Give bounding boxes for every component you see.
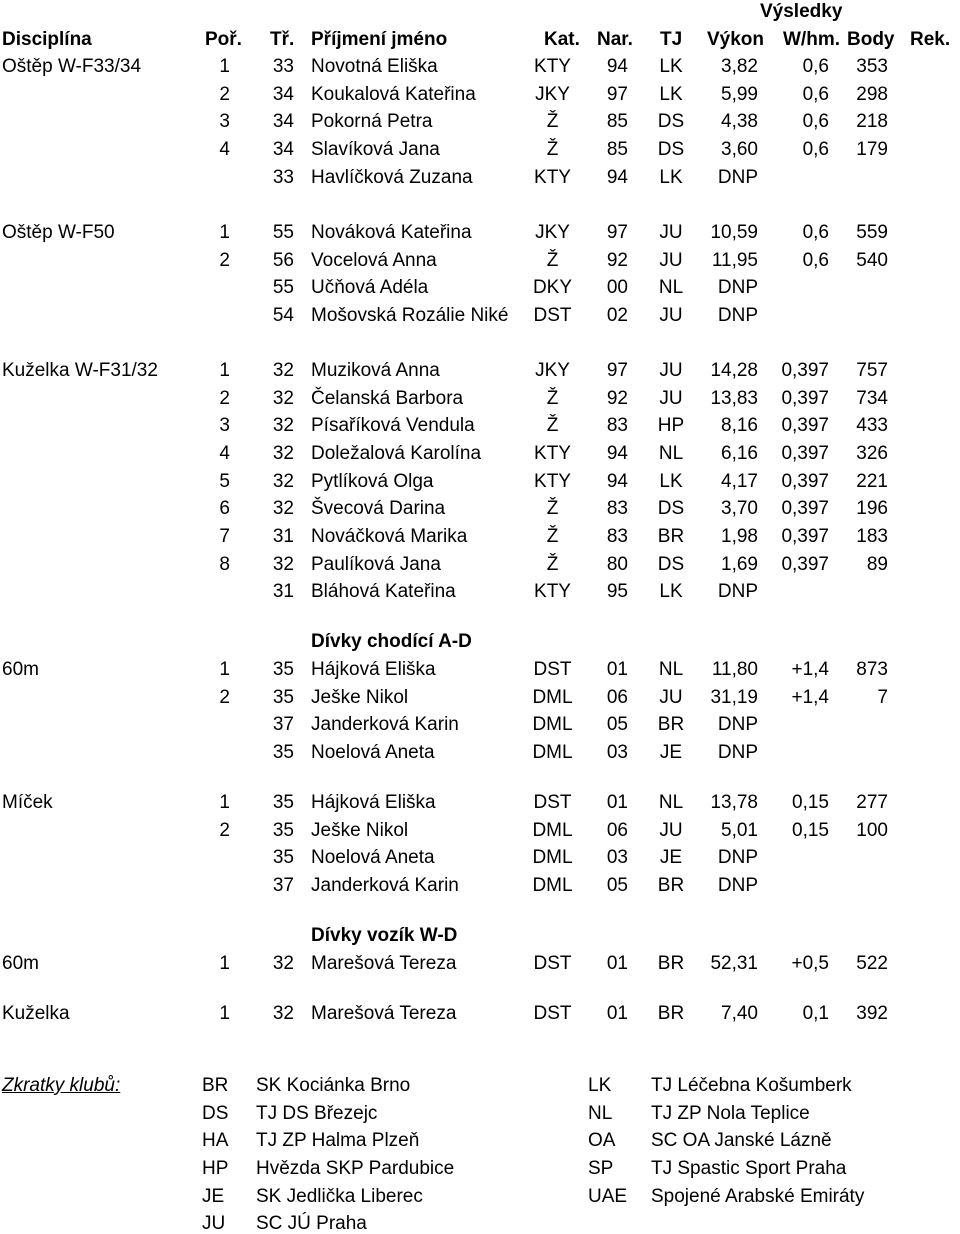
cell-body: 540 bbox=[856, 250, 888, 271]
cell-tj: JU bbox=[659, 222, 683, 243]
cell-tr: 32 bbox=[272, 498, 294, 519]
cell-name: Janderková Karin bbox=[311, 714, 459, 735]
cell-disc: Oštěp W-F50 bbox=[2, 222, 115, 243]
cell-kat: KTY bbox=[534, 581, 571, 602]
cell-whm: 0,6 bbox=[802, 56, 829, 77]
cell-nar: 83 bbox=[606, 526, 628, 547]
cell-kat: Ž bbox=[546, 111, 559, 132]
group-heading-walking-girls: Dívky chodící A-D bbox=[311, 631, 472, 652]
cell-body: 559 bbox=[856, 222, 888, 243]
cell-name: Slavíková Jana bbox=[311, 139, 440, 160]
cell-name: Nováková Kateřina bbox=[311, 222, 472, 243]
cell-name: Muziková Anna bbox=[311, 360, 440, 381]
cell-nar: 97 bbox=[606, 222, 628, 243]
cell-kat: DML bbox=[532, 847, 573, 868]
cell-kat: JKY bbox=[535, 84, 570, 105]
cell-por: 3 bbox=[219, 415, 230, 436]
cell-tj: DS bbox=[657, 139, 685, 160]
cell-tr: 35 bbox=[272, 820, 294, 841]
club-code: NL bbox=[588, 1103, 613, 1124]
club-name: TJ ZP Halma Plzeň bbox=[256, 1130, 420, 1151]
cell-tr: 34 bbox=[272, 84, 294, 105]
col-wind-weight-header: W/hm. bbox=[783, 29, 840, 50]
club-name: TJ DS Březejc bbox=[256, 1103, 378, 1124]
cell-tr: 37 bbox=[272, 875, 294, 896]
cell-vykon: 14,28 bbox=[710, 360, 758, 381]
cell-kat: Ž bbox=[546, 415, 559, 436]
cell-whm: 0,6 bbox=[802, 250, 829, 271]
cell-vykon: DNP bbox=[717, 167, 758, 188]
cell-body: 734 bbox=[856, 388, 888, 409]
cell-por: 1 bbox=[219, 953, 230, 974]
cell-name: Vocelová Anna bbox=[311, 250, 437, 271]
cell-por: 1 bbox=[219, 222, 230, 243]
cell-body: 196 bbox=[856, 498, 888, 519]
cell-kat: JKY bbox=[535, 360, 570, 381]
cell-whm: 0,6 bbox=[802, 111, 829, 132]
cell-body: 277 bbox=[856, 792, 888, 813]
cell-disc: Kuželka W-F31/32 bbox=[2, 360, 158, 381]
col-name-header: Příjmení jméno bbox=[311, 29, 448, 50]
cell-tj: DS bbox=[657, 111, 685, 132]
cell-nar: 02 bbox=[606, 305, 628, 326]
cell-body: 433 bbox=[856, 415, 888, 436]
cell-kat: DML bbox=[532, 875, 573, 896]
cell-name: Ješke Nikol bbox=[311, 820, 409, 841]
club-name: TJ ZP Nola Teplice bbox=[651, 1103, 810, 1124]
club-code: UAE bbox=[588, 1186, 628, 1207]
cell-por: 7 bbox=[219, 526, 230, 547]
club-abbrev-title: Zkratky klubů: bbox=[2, 1075, 121, 1096]
cell-disc: Míček bbox=[2, 792, 53, 813]
cell-por: 1 bbox=[219, 360, 230, 381]
cell-name: Janderková Karin bbox=[311, 875, 459, 896]
cell-kat: KTY bbox=[534, 56, 571, 77]
cell-nar: 85 bbox=[606, 111, 628, 132]
cell-por: 1 bbox=[219, 1003, 230, 1024]
cell-nar: 92 bbox=[606, 388, 628, 409]
cell-whm: 0,15 bbox=[792, 820, 829, 841]
cell-tj: JU bbox=[659, 360, 683, 381]
cell-nar: 94 bbox=[606, 167, 628, 188]
cell-nar: 85 bbox=[606, 139, 628, 160]
cell-body: 7 bbox=[877, 687, 888, 708]
cell-whm: +0,5 bbox=[791, 953, 829, 974]
cell-tr: 34 bbox=[272, 111, 294, 132]
cell-tj: HP bbox=[657, 415, 685, 436]
cell-tr: 56 bbox=[272, 250, 294, 271]
col-points-header: Body bbox=[847, 29, 895, 50]
club-name: Spojené Arabské Emiráty bbox=[651, 1186, 865, 1207]
cell-vykon: 11,80 bbox=[711, 659, 758, 680]
cell-tr: 54 bbox=[272, 305, 294, 326]
cell-tj: JU bbox=[659, 250, 683, 271]
cell-tj: JE bbox=[659, 847, 683, 868]
cell-tr: 33 bbox=[272, 167, 294, 188]
cell-name: Havlíčková Zuzana bbox=[311, 167, 473, 188]
cell-tj: BR bbox=[657, 714, 685, 735]
cell-vykon: DNP bbox=[717, 277, 758, 298]
cell-tr: 33 bbox=[272, 56, 294, 77]
cell-nar: 94 bbox=[606, 56, 628, 77]
cell-name: Hájková Eliška bbox=[311, 792, 436, 813]
club-name: TJ Spastic Sport Praha bbox=[651, 1158, 847, 1179]
cell-whm: 0,1 bbox=[802, 1003, 829, 1024]
club-code: LK bbox=[588, 1075, 612, 1096]
cell-name: Písaříková Vendula bbox=[311, 415, 475, 436]
cell-nar: 05 bbox=[606, 714, 628, 735]
cell-tj: LK bbox=[659, 167, 683, 188]
cell-vykon: 7,40 bbox=[721, 1003, 758, 1024]
club-code: DS bbox=[202, 1103, 229, 1124]
cell-nar: 97 bbox=[606, 360, 628, 381]
cell-kat: DML bbox=[532, 820, 573, 841]
cell-body: 183 bbox=[856, 526, 888, 547]
cell-name: Marešová Tereza bbox=[311, 953, 457, 974]
cell-tr: 35 bbox=[272, 742, 294, 763]
cell-nar: 92 bbox=[606, 250, 628, 271]
cell-por: 1 bbox=[219, 56, 230, 77]
cell-name: Pokorná Petra bbox=[311, 111, 433, 132]
cell-tj: NL bbox=[658, 659, 684, 680]
cell-por: 2 bbox=[219, 687, 230, 708]
cell-vykon: 3,82 bbox=[721, 56, 758, 77]
cell-name: Učňová Adéla bbox=[311, 277, 429, 298]
cell-name: Noelová Aneta bbox=[311, 847, 435, 868]
cell-nar: 97 bbox=[606, 84, 628, 105]
cell-vykon: 3,60 bbox=[721, 139, 758, 160]
cell-body: 100 bbox=[856, 820, 888, 841]
cell-tj: BR bbox=[657, 953, 685, 974]
cell-tj: NL bbox=[658, 277, 684, 298]
club-code: JE bbox=[202, 1186, 225, 1207]
cell-name: Švecová Darina bbox=[311, 498, 446, 519]
col-rank-header: Poř. bbox=[205, 29, 242, 50]
cell-vykon: DNP bbox=[717, 714, 758, 735]
cell-disc: Kuželka bbox=[2, 1003, 70, 1024]
cell-body: 89 bbox=[866, 554, 888, 575]
club-code: BR bbox=[202, 1075, 229, 1096]
cell-vykon: 52,31 bbox=[710, 953, 758, 974]
cell-tj: NL bbox=[658, 443, 684, 464]
cell-tj: JU bbox=[659, 820, 683, 841]
cell-name: Noelová Aneta bbox=[311, 742, 435, 763]
cell-nar: 94 bbox=[606, 443, 628, 464]
cell-body: 873 bbox=[856, 659, 888, 680]
cell-body: 353 bbox=[856, 56, 888, 77]
cell-whm: 0,397 bbox=[781, 360, 829, 381]
cell-kat: KTY bbox=[534, 471, 571, 492]
cell-kat: DST bbox=[533, 659, 572, 680]
club-code: HA bbox=[202, 1130, 229, 1151]
cell-body: 522 bbox=[856, 953, 888, 974]
cell-tr: 32 bbox=[272, 360, 294, 381]
cell-tj: BR bbox=[657, 875, 685, 896]
results-header: Výsledky bbox=[760, 1, 843, 22]
cell-whm: 0,397 bbox=[781, 388, 829, 409]
cell-name: Mošovská Rozálie Niké bbox=[311, 305, 509, 326]
cell-kat: DST bbox=[533, 305, 572, 326]
cell-tr: 55 bbox=[272, 222, 294, 243]
cell-por: 8 bbox=[219, 554, 230, 575]
cell-por: 6 bbox=[219, 498, 230, 519]
col-performance-header: Výkon bbox=[707, 29, 765, 50]
cell-tj: JU bbox=[659, 687, 683, 708]
cell-tr: 37 bbox=[272, 714, 294, 735]
cell-kat: KTY bbox=[534, 443, 571, 464]
cell-vykon: DNP bbox=[717, 305, 758, 326]
cell-nar: 80 bbox=[606, 554, 628, 575]
cell-tr: 32 bbox=[272, 388, 294, 409]
cell-por: 2 bbox=[219, 250, 230, 271]
cell-por: 3 bbox=[219, 111, 230, 132]
club-code: OA bbox=[588, 1130, 616, 1151]
cell-vykon: DNP bbox=[717, 847, 758, 868]
group-heading-wheelchair-girls: Dívky vozík W-D bbox=[311, 925, 458, 946]
cell-name: Čelanská Barbora bbox=[311, 388, 464, 409]
cell-vykon: 31,19 bbox=[710, 687, 758, 708]
cell-nar: 95 bbox=[606, 581, 628, 602]
cell-tr: 32 bbox=[272, 1003, 294, 1024]
cell-whm: 0,397 bbox=[781, 498, 829, 519]
cell-body: 757 bbox=[856, 360, 888, 381]
cell-tj: NL bbox=[658, 792, 684, 813]
cell-disc: 60m bbox=[2, 659, 39, 680]
cell-por: 1 bbox=[219, 659, 230, 680]
cell-vykon: 3,70 bbox=[721, 498, 758, 519]
cell-por: 5 bbox=[219, 471, 230, 492]
cell-tr: 32 bbox=[272, 415, 294, 436]
col-birth-header: Nar. bbox=[597, 29, 633, 50]
cell-nar: 01 bbox=[606, 953, 628, 974]
cell-kat: DML bbox=[532, 742, 573, 763]
cell-name: Paulíková Jana bbox=[311, 554, 441, 575]
cell-vykon: DNP bbox=[717, 742, 758, 763]
cell-whm: 0,397 bbox=[781, 526, 829, 547]
cell-name: Koukalová Kateřina bbox=[311, 84, 476, 105]
cell-whm: 0,397 bbox=[781, 443, 829, 464]
cell-kat: Ž bbox=[546, 250, 559, 271]
cell-vykon: 13,78 bbox=[710, 792, 758, 813]
cell-tj: DS bbox=[657, 554, 685, 575]
cell-kat: DKY bbox=[532, 277, 573, 298]
cell-vykon: 5,01 bbox=[721, 820, 758, 841]
cell-nar: 01 bbox=[606, 1003, 628, 1024]
cell-kat: DST bbox=[533, 792, 572, 813]
club-name: SC OA Janské Lázně bbox=[651, 1130, 832, 1151]
cell-nar: 05 bbox=[606, 875, 628, 896]
cell-nar: 00 bbox=[606, 277, 628, 298]
cell-whm: 0,397 bbox=[781, 471, 829, 492]
cell-tj: DS bbox=[657, 498, 685, 519]
cell-por: 1 bbox=[219, 792, 230, 813]
cell-disc: 60m bbox=[2, 953, 39, 974]
cell-por: 2 bbox=[219, 820, 230, 841]
cell-vykon: 1,69 bbox=[721, 554, 758, 575]
cell-whm: +1,4 bbox=[791, 659, 829, 680]
cell-tj: JU bbox=[659, 305, 683, 326]
cell-kat: Ž bbox=[546, 139, 559, 160]
cell-vykon: 10,59 bbox=[710, 222, 758, 243]
cell-body: 218 bbox=[856, 111, 888, 132]
cell-tj: BR bbox=[657, 526, 685, 547]
cell-tj: LK bbox=[659, 56, 683, 77]
cell-whm: 0,6 bbox=[802, 84, 829, 105]
cell-vykon: 8,16 bbox=[721, 415, 758, 436]
cell-nar: 01 bbox=[606, 659, 628, 680]
cell-name: Ješke Nikol bbox=[311, 687, 409, 708]
cell-vykon: 11,95 bbox=[711, 250, 758, 271]
cell-nar: 03 bbox=[606, 847, 628, 868]
cell-kat: DST bbox=[533, 1003, 572, 1024]
cell-whm: 0,15 bbox=[792, 792, 829, 813]
cell-vykon: DNP bbox=[717, 581, 758, 602]
cell-tr: 32 bbox=[272, 953, 294, 974]
cell-nar: 83 bbox=[606, 498, 628, 519]
club-name: TJ Léčebna Košumberk bbox=[651, 1075, 852, 1096]
cell-body: 326 bbox=[856, 443, 888, 464]
cell-tj: BR bbox=[657, 1003, 685, 1024]
cell-name: Novotná Eliška bbox=[311, 56, 438, 77]
cell-name: Bláhová Kateřina bbox=[311, 581, 456, 602]
cell-kat: DML bbox=[532, 714, 573, 735]
col-club-header: TJ bbox=[660, 29, 683, 50]
cell-body: 179 bbox=[856, 139, 888, 160]
cell-vykon: 5,99 bbox=[721, 84, 758, 105]
cell-kat: Ž bbox=[546, 498, 559, 519]
club-code: JU bbox=[202, 1213, 226, 1234]
cell-por: 2 bbox=[219, 84, 230, 105]
cell-whm: +1,4 bbox=[791, 687, 829, 708]
cell-tj: LK bbox=[659, 471, 683, 492]
cell-tj: JE bbox=[659, 742, 683, 763]
cell-nar: 94 bbox=[606, 471, 628, 492]
cell-por: 4 bbox=[219, 139, 230, 160]
cell-kat: JKY bbox=[535, 222, 570, 243]
club-code: HP bbox=[202, 1158, 229, 1179]
cell-disc: Oštěp W-F33/34 bbox=[2, 56, 142, 77]
cell-kat: DST bbox=[533, 953, 572, 974]
col-class-header: Tř. bbox=[270, 29, 295, 50]
cell-name: Pytlíková Olga bbox=[311, 471, 434, 492]
cell-name: Nováčková Marika bbox=[311, 526, 468, 547]
cell-por: 2 bbox=[219, 388, 230, 409]
col-record-header: Rek. bbox=[910, 29, 951, 50]
cell-whm: 0,6 bbox=[802, 139, 829, 160]
cell-nar: 06 bbox=[606, 687, 628, 708]
club-name: SK Kociánka Brno bbox=[256, 1075, 411, 1096]
cell-nar: 01 bbox=[606, 792, 628, 813]
cell-whm: 0,397 bbox=[781, 415, 829, 436]
cell-vykon: 1,98 bbox=[721, 526, 758, 547]
cell-kat: Ž bbox=[546, 388, 559, 409]
cell-tj: LK bbox=[659, 581, 683, 602]
cell-por: 4 bbox=[219, 443, 230, 464]
cell-name: Marešová Tereza bbox=[311, 1003, 457, 1024]
cell-vykon: 4,17 bbox=[721, 471, 758, 492]
club-code: SP bbox=[588, 1158, 614, 1179]
cell-nar: 03 bbox=[606, 742, 628, 763]
cell-tr: 32 bbox=[272, 471, 294, 492]
cell-vykon: 4,38 bbox=[721, 111, 758, 132]
cell-name: Doležalová Karolína bbox=[311, 443, 482, 464]
cell-body: 392 bbox=[856, 1003, 888, 1024]
cell-body: 221 bbox=[856, 471, 888, 492]
cell-tr: 32 bbox=[272, 443, 294, 464]
cell-kat: DML bbox=[532, 687, 573, 708]
cell-nar: 83 bbox=[606, 415, 628, 436]
cell-tr: 35 bbox=[272, 659, 294, 680]
cell-tr: 31 bbox=[272, 526, 294, 547]
cell-body: 298 bbox=[856, 84, 888, 105]
cell-tr: 35 bbox=[272, 847, 294, 868]
club-name: SK Jedlička Liberec bbox=[256, 1186, 423, 1207]
cell-tr: 32 bbox=[272, 554, 294, 575]
col-category-header: Kat. bbox=[544, 29, 580, 50]
club-name: SC JÚ Praha bbox=[256, 1213, 367, 1234]
cell-vykon: DNP bbox=[717, 875, 758, 896]
cell-kat: Ž bbox=[546, 526, 559, 547]
cell-kat: Ž bbox=[546, 554, 559, 575]
cell-tr: 55 bbox=[272, 277, 294, 298]
club-name: Hvězda SKP Pardubice bbox=[256, 1158, 455, 1179]
cell-tj: LK bbox=[659, 84, 683, 105]
cell-kat: KTY bbox=[534, 167, 571, 188]
cell-whm: 0,6 bbox=[802, 222, 829, 243]
cell-tr: 34 bbox=[272, 139, 294, 160]
cell-whm: 0,397 bbox=[781, 554, 829, 575]
cell-nar: 06 bbox=[606, 820, 628, 841]
cell-tr: 31 bbox=[272, 581, 294, 602]
cell-vykon: 13,83 bbox=[710, 388, 758, 409]
cell-tj: JU bbox=[659, 388, 683, 409]
cell-tr: 35 bbox=[272, 687, 294, 708]
cell-name: Hájková Eliška bbox=[311, 659, 436, 680]
cell-vykon: 6,16 bbox=[721, 443, 758, 464]
col-discipline-header: Disciplína bbox=[2, 29, 92, 50]
cell-tr: 35 bbox=[272, 792, 294, 813]
